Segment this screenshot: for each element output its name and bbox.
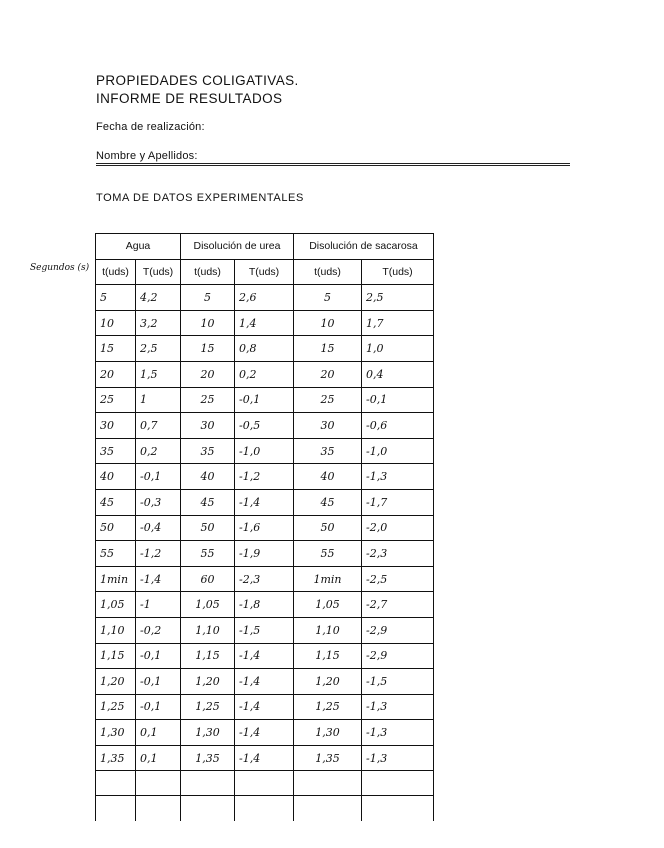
subheader-cell: T(uds) — [235, 259, 294, 285]
table-cell: 1,25 — [294, 694, 362, 720]
title-line-2: INFORME DE RESULTADOS — [96, 91, 283, 106]
table-cell: 25 — [181, 387, 235, 413]
table-cell: -0,1 — [235, 387, 294, 413]
data-table-body — [96, 285, 434, 821]
table-row — [96, 617, 434, 643]
table-cell: 0,4 — [362, 361, 434, 387]
table-cell: -0,1 — [362, 387, 434, 413]
table-cell: 55 — [96, 541, 136, 567]
table-cell: -1 — [136, 592, 181, 618]
table-cell: 2,6 — [235, 285, 294, 311]
table-cell: 30 — [96, 413, 136, 439]
empty-cell — [96, 796, 136, 821]
subheader-cell: t(uds) — [294, 259, 362, 285]
table-cell: 10 — [181, 310, 235, 336]
table-cell: 40 — [96, 464, 136, 490]
table-cell: -1,3 — [362, 745, 434, 771]
table-cell: 3,2 — [136, 310, 181, 336]
table-cell: 1,15 — [294, 643, 362, 669]
table-cell: -1,2 — [235, 464, 294, 490]
table-cell: -1,4 — [136, 566, 181, 592]
subheader-row — [96, 259, 434, 285]
group-header-row — [96, 234, 434, 260]
table-cell: 25 — [96, 387, 136, 413]
table-cell: 1 — [136, 387, 181, 413]
table-cell: 0,1 — [136, 720, 181, 746]
empty-cell — [362, 796, 434, 821]
table-cell: -2,7 — [362, 592, 434, 618]
table-cell: 50 — [294, 515, 362, 541]
table-cell: 0,8 — [235, 336, 294, 362]
table-row — [96, 541, 434, 567]
table-cell: 45 — [96, 489, 136, 515]
table-cell: 45 — [294, 489, 362, 515]
table-cell: 50 — [96, 515, 136, 541]
table-cell: 2,5 — [136, 336, 181, 362]
table-cell: -2,9 — [362, 617, 434, 643]
table-cell: -0,1 — [136, 464, 181, 490]
table-cell: 1,35 — [96, 745, 136, 771]
table-cell: 1min — [294, 566, 362, 592]
empty-table-row — [96, 771, 434, 796]
table-cell: 1,20 — [294, 669, 362, 695]
table-cell: -1,6 — [235, 515, 294, 541]
table-cell: 1,0 — [362, 336, 434, 362]
table-cell: -1,3 — [362, 720, 434, 746]
name-label: Nombre y Apellidos: — [96, 150, 198, 162]
table-cell: 5 — [96, 285, 136, 311]
table-cell: -1,4 — [235, 669, 294, 695]
table-cell: 35 — [294, 438, 362, 464]
table-cell: -1,5 — [362, 669, 434, 695]
table-cell: 30 — [294, 413, 362, 439]
subheader-cell: t(uds) — [181, 259, 235, 285]
empty-cell — [294, 796, 362, 821]
table-row — [96, 438, 434, 464]
table-cell: 20 — [181, 361, 235, 387]
table-cell: 1,25 — [96, 694, 136, 720]
table-cell: 4,2 — [136, 285, 181, 311]
table-cell: 1,05 — [96, 592, 136, 618]
table-cell: -0,5 — [235, 413, 294, 439]
group-header-sacarosa: Disolución de sacarosa — [294, 234, 434, 260]
group-header-agua: Agua — [96, 234, 181, 260]
table-cell: 2,5 — [362, 285, 434, 311]
table-cell: 1,10 — [181, 617, 235, 643]
table-cell: 1,30 — [181, 720, 235, 746]
table-cell: -1,4 — [235, 720, 294, 746]
table-cell: -1,4 — [235, 489, 294, 515]
empty-cell — [136, 796, 181, 821]
table-row — [96, 745, 434, 771]
subheader-cell: T(uds) — [362, 259, 434, 285]
table-cell: 1,30 — [96, 720, 136, 746]
table-cell: 15 — [181, 336, 235, 362]
table-cell: -1,4 — [235, 745, 294, 771]
table-cell: -1,4 — [235, 694, 294, 720]
empty-cell — [181, 796, 235, 821]
table-cell: 1,15 — [96, 643, 136, 669]
table-cell: 25 — [294, 387, 362, 413]
table-row — [96, 694, 434, 720]
empty-cell — [235, 796, 294, 821]
section-title: TOMA DE DATOS EXPERIMENTALES — [96, 192, 304, 204]
table-cell: 1,20 — [181, 669, 235, 695]
table-cell: 0,7 — [136, 413, 181, 439]
table-cell: 55 — [181, 541, 235, 567]
table-cell: -2,5 — [362, 566, 434, 592]
table-cell: 5 — [294, 285, 362, 311]
table-row — [96, 285, 434, 311]
table-cell: 40 — [294, 464, 362, 490]
table-cell: 20 — [294, 361, 362, 387]
table-cell: -1,0 — [235, 438, 294, 464]
table-cell: 1,5 — [136, 361, 181, 387]
table-cell: 1,10 — [294, 617, 362, 643]
empty-cell — [294, 771, 362, 796]
table-row — [96, 489, 434, 515]
subheader-cell: t(uds) — [96, 259, 136, 285]
table-cell: -2,3 — [235, 566, 294, 592]
empty-cell — [96, 771, 136, 796]
table-row — [96, 669, 434, 695]
empty-table-row — [96, 796, 434, 821]
table-cell: 1,15 — [181, 643, 235, 669]
table-row — [96, 720, 434, 746]
table-cell: -2,0 — [362, 515, 434, 541]
table-cell: -1,2 — [136, 541, 181, 567]
table-cell: -1,4 — [235, 643, 294, 669]
table-cell: -2,3 — [362, 541, 434, 567]
table-cell: 35 — [96, 438, 136, 464]
table-cell: 1,05 — [181, 592, 235, 618]
table-cell: 45 — [181, 489, 235, 515]
table-cell: -1,0 — [362, 438, 434, 464]
data-table — [95, 233, 434, 821]
table-row — [96, 515, 434, 541]
table-cell: 1,10 — [96, 617, 136, 643]
title-line-1: PROPIEDADES COLIGATIVAS. — [96, 73, 299, 88]
row-axis-label: Segundos (s) — [30, 263, 90, 273]
table-cell: -0,4 — [136, 515, 181, 541]
table-row — [96, 387, 434, 413]
table-cell: 30 — [181, 413, 235, 439]
table-cell: 0,1 — [136, 745, 181, 771]
table-row — [96, 643, 434, 669]
table-cell: 5 — [181, 285, 235, 311]
date-label: Fecha de realización: — [96, 121, 205, 133]
table-row — [96, 464, 434, 490]
table-cell: 10 — [96, 310, 136, 336]
table-cell: -0,1 — [136, 669, 181, 695]
table-cell: 1,25 — [181, 694, 235, 720]
table-cell: -0,1 — [136, 694, 181, 720]
table-cell: 1,30 — [294, 720, 362, 746]
empty-cell — [136, 771, 181, 796]
table-cell: 1,05 — [294, 592, 362, 618]
table-cell: 60 — [181, 566, 235, 592]
table-cell: -1,9 — [235, 541, 294, 567]
table-row — [96, 566, 434, 592]
document-title — [96, 72, 299, 108]
table-cell: 35 — [181, 438, 235, 464]
group-header-urea: Disolución de urea — [181, 234, 294, 260]
table-cell: 10 — [294, 310, 362, 336]
table-cell: 1min — [96, 566, 136, 592]
table-cell: 20 — [96, 361, 136, 387]
table-cell: 0,2 — [235, 361, 294, 387]
table-row — [96, 361, 434, 387]
name-underline — [96, 163, 570, 166]
table-cell: 1,4 — [235, 310, 294, 336]
table-cell: 15 — [294, 336, 362, 362]
table-cell: 1,35 — [181, 745, 235, 771]
table-cell: 1,35 — [294, 745, 362, 771]
table-cell: 40 — [181, 464, 235, 490]
table-row — [96, 310, 434, 336]
table-cell: -1,7 — [362, 489, 434, 515]
table-cell: -2,9 — [362, 643, 434, 669]
table-cell: -0,3 — [136, 489, 181, 515]
table-cell: -1,8 — [235, 592, 294, 618]
table-cell: -1,3 — [362, 464, 434, 490]
empty-cell — [181, 771, 235, 796]
table-cell: 1,20 — [96, 669, 136, 695]
table-cell: -1,3 — [362, 694, 434, 720]
table-cell: 55 — [294, 541, 362, 567]
table-cell: 0,2 — [136, 438, 181, 464]
empty-cell — [362, 771, 434, 796]
table-cell: -1,5 — [235, 617, 294, 643]
table-cell: 1,7 — [362, 310, 434, 336]
table-row — [96, 336, 434, 362]
table-row — [96, 592, 434, 618]
table-cell: -0,6 — [362, 413, 434, 439]
table-row — [96, 413, 434, 439]
table-cell: -0,2 — [136, 617, 181, 643]
empty-cell — [235, 771, 294, 796]
table-cell: 15 — [96, 336, 136, 362]
table-cell: -0,1 — [136, 643, 181, 669]
table-cell: 50 — [181, 515, 235, 541]
subheader-cell: T(uds) — [136, 259, 181, 285]
